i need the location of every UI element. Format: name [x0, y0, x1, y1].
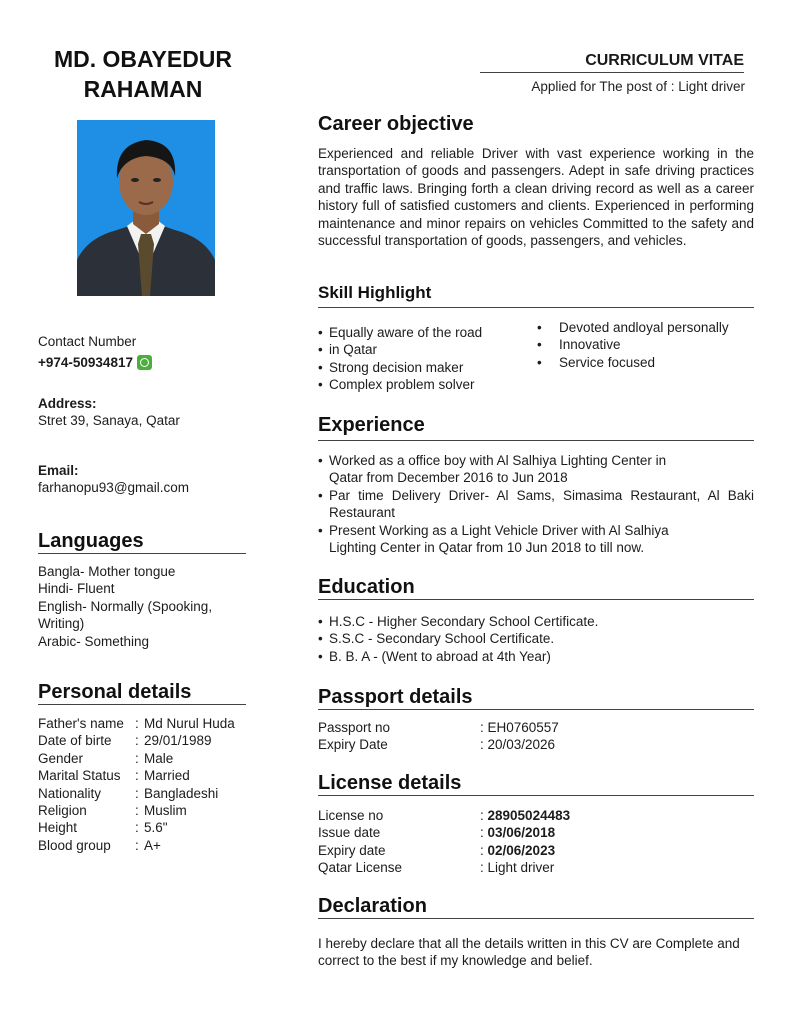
- license-value: Light driver: [487, 860, 555, 876]
- personal-sep: :: [135, 750, 139, 766]
- license-row: [318, 824, 754, 841]
- license-sep: :: [480, 842, 488, 858]
- personal-row: [38, 802, 253, 819]
- passport-value: : EH0760557: [480, 720, 559, 735]
- license-value: 03/06/2018: [487, 825, 556, 841]
- cv-title: CURRICULUM VITAE: [480, 50, 744, 73]
- personal-key: Height: [38, 820, 78, 836]
- personal-sep: :: [135, 733, 139, 749]
- skill-item: • Equally aware of the road: [318, 324, 518, 341]
- experience-item: • Worked as a office boy with Al Salhiya Lighting Center in Qatar from December 2016 to Jun 2018: [318, 452, 754, 487]
- passport-row: [318, 736, 754, 753]
- license-row: [318, 807, 754, 824]
- license-row: [318, 842, 754, 859]
- personal-row: [38, 750, 253, 767]
- languages-heading: Languages: [38, 529, 246, 554]
- whatsapp-icon: [137, 355, 152, 370]
- personal-key: Father's name: [38, 716, 124, 731]
- personal-key: Gender: [38, 750, 84, 766]
- license-row: [318, 859, 754, 876]
- license-key: Issue date: [318, 825, 381, 841]
- personal-sep: :: [135, 820, 139, 836]
- declaration-heading: Declaration: [318, 894, 754, 919]
- passport-row: [318, 719, 754, 736]
- license-value: 28905024483: [487, 808, 571, 823]
- language-item: English- Normally (Spooking, Writing): [38, 598, 213, 632]
- skills-heading: Skill Highlight: [318, 281, 754, 308]
- skill-item: • in Qatar: [318, 341, 518, 358]
- personal-key: Religion: [38, 803, 87, 819]
- personal-row: [38, 715, 253, 732]
- personal-value: 5.6": [144, 820, 168, 836]
- applied-for: Applied for The post of : Light driver: [531, 79, 745, 94]
- education-heading: Education: [318, 575, 754, 600]
- license-key: Expiry date: [318, 842, 386, 858]
- personal-details: [38, 715, 253, 854]
- license-details: [318, 807, 754, 877]
- profile-photo-illustration: [77, 120, 215, 296]
- email-section: [38, 462, 248, 497]
- license-sep: :: [480, 808, 488, 823]
- personal-row: [38, 837, 253, 854]
- email-label: Email:: [38, 463, 79, 478]
- phone-number[interactable]: +974-50934817: [38, 355, 133, 371]
- language-item: Arabic- Something: [38, 633, 150, 649]
- personal-sep: :: [135, 716, 139, 731]
- passport-heading: Passport details: [318, 685, 754, 710]
- skills-col2: [537, 319, 755, 371]
- personal-sep: :: [135, 803, 139, 819]
- address-label: Address:: [38, 396, 97, 411]
- skills-col1: [318, 324, 518, 394]
- personal-row: [38, 785, 253, 802]
- education-item: • S.S.C - Secondary School Certificate.: [318, 630, 754, 647]
- license-sep: :: [480, 825, 488, 841]
- personal-sep: :: [135, 768, 139, 784]
- profile-photo: [77, 120, 215, 296]
- personal-value: Md Nurul Huda: [144, 716, 235, 731]
- personal-value: 29/01/1989: [144, 733, 212, 749]
- experience-list: [318, 452, 754, 556]
- experience-item: • Par time Delivery Driver- Al Sams, Simasima Restaurant, Al Baki Restaurant: [318, 487, 754, 522]
- personal-row: [38, 819, 253, 836]
- passport-details: [318, 719, 754, 754]
- skill-item: • Innovative: [537, 336, 755, 353]
- career-heading: Career objective: [318, 113, 474, 135]
- phone-row: [38, 354, 248, 371]
- language-item: Hindi- Fluent: [38, 581, 115, 597]
- license-sep: :: [480, 860, 488, 876]
- personal-row: [38, 732, 253, 749]
- language-item: Bangla- Mother tongue: [38, 564, 176, 579]
- personal-value: Bangladeshi: [144, 785, 219, 801]
- address-section: [38, 395, 248, 430]
- passport-key: Passport no: [318, 720, 391, 735]
- personal-value: Married: [144, 768, 190, 784]
- personal-heading: Personal details: [38, 680, 246, 705]
- license-heading: License details: [318, 771, 754, 796]
- license-key: Qatar License: [318, 860, 403, 876]
- personal-sep: :: [135, 785, 139, 801]
- personal-value: Male: [144, 750, 174, 766]
- education-list: [318, 613, 754, 665]
- personal-key: Nationality: [38, 785, 102, 801]
- personal-key: Blood group: [38, 837, 111, 853]
- education-item: • H.S.C - Higher Secondary School Certificate.: [318, 613, 754, 630]
- personal-sep: :: [135, 837, 139, 853]
- email-value[interactable]: farhanopu93@gmail.com: [38, 480, 190, 496]
- languages-list: [38, 563, 238, 650]
- applicant-name: MD. OBAYEDUR RAHAMAN: [53, 46, 233, 102]
- skill-item: • Complex problem solver: [318, 376, 518, 393]
- declaration-text: I hereby declare that all the details written in this CV are Complete and correct to the best if my knowledge and belief.: [318, 936, 740, 969]
- license-key: License no: [318, 808, 384, 823]
- passport-key: Expiry Date: [318, 737, 388, 753]
- personal-value: Muslim: [144, 803, 187, 819]
- passport-value: : 20/03/2026: [480, 737, 556, 753]
- personal-value: A+: [144, 837, 161, 853]
- personal-row: [38, 767, 253, 784]
- skill-item: • Strong decision maker: [318, 359, 518, 376]
- education-item: • B. B. A - (Went to abroad at 4th Year): [318, 648, 754, 665]
- experience-item: • Present Working as a Light Vehicle Driver with Al Salhiya Lighting Center in Qatar from 10 Jun 2018 to till now.: [318, 522, 754, 557]
- license-value: 02/06/2023: [487, 842, 556, 858]
- personal-key: Date of birte: [38, 733, 112, 749]
- contact-label: Contact Number: [38, 334, 137, 349]
- skill-item: • Devoted andloyal personally: [537, 319, 755, 336]
- contact-section: [38, 333, 248, 372]
- career-text: Experienced and reliable Driver with vast experience working in the transportation of goods and passengers. Adept in safe driving practices and traffic laws. Bringing forth a clean driving record as well as a career history full of satisfied customers and clients. Experienced in performing maintenance and minor repairs on vehicles Committed to the safety and successful transportation of goods, passengers, and vehicles.: [318, 146, 754, 249]
- experience-heading: Experience: [318, 413, 754, 441]
- address-value: Stret 39, Sanaya, Qatar: [38, 413, 180, 429]
- skill-item: • Service focused: [537, 354, 755, 371]
- personal-key: Marital Status: [38, 768, 121, 784]
